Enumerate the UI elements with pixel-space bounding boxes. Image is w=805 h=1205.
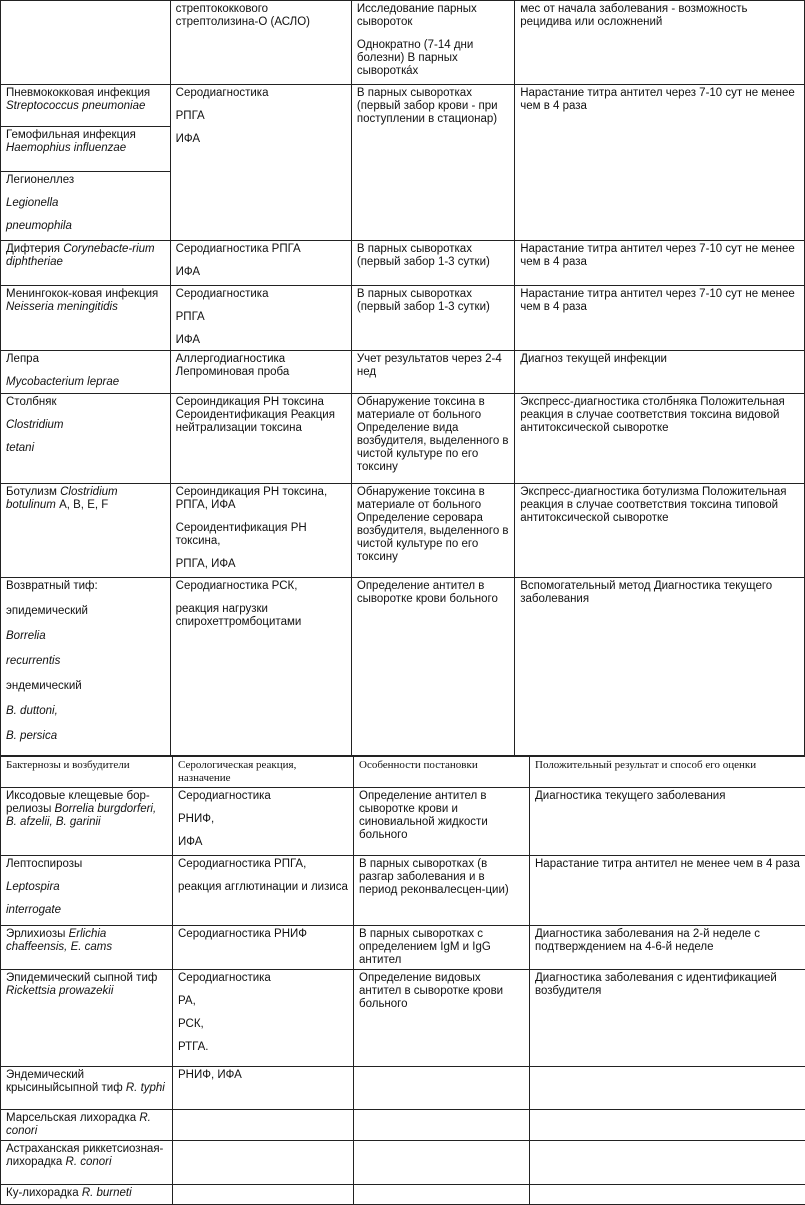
cell-method xyxy=(351,286,514,351)
cell-result xyxy=(530,1141,805,1185)
disease-name: Эрлихиозы xyxy=(6,928,69,940)
cell-text: Определение антител в сыворотке крови и синовиальной жидкости больного xyxy=(359,790,524,842)
cell-reaction xyxy=(170,578,351,756)
pathogen-name: R. typhi xyxy=(126,1082,165,1094)
cell-method xyxy=(354,1185,530,1205)
cell-result xyxy=(515,85,805,241)
cell-reaction xyxy=(170,394,351,484)
cell-text: Экспресс-диагностика ботулизма Положительная реакция в случае соответствия токсина типовой антитоксической сыворотке xyxy=(520,486,799,525)
cell-text: Серодиагностика xyxy=(176,288,346,301)
cell-text: Серодиагностика РПГА, xyxy=(178,858,348,871)
cell-result xyxy=(530,970,805,1067)
pathogen-name: Rickettsia prowazekii xyxy=(6,985,113,997)
pathogen-name: Corynebacte-rium diphtheriae xyxy=(6,243,155,268)
pathogen-name: R. conori xyxy=(66,1156,112,1168)
cell-text: Аллергодиагностика Лепроминовая проба xyxy=(176,353,346,379)
cell-text: РПГА xyxy=(176,110,346,123)
disease-name: Ботулизм xyxy=(6,486,60,498)
cell-text: Диагностика текущего заболевания xyxy=(535,790,800,803)
cell-result xyxy=(530,926,805,970)
table-row xyxy=(1,351,805,394)
pathogen-name: B. duttoni, xyxy=(6,705,58,717)
cell-disease xyxy=(1,484,171,578)
pathogen-name: Clostridium xyxy=(6,419,64,431)
cell-text: сывороткáх xyxy=(357,65,509,78)
pathogen-name: Legionella xyxy=(6,197,58,209)
cell-method xyxy=(351,394,514,484)
disease-name: Лепра xyxy=(6,353,165,366)
cell-reaction xyxy=(173,1110,354,1141)
pathogen-name: B. persica xyxy=(6,730,57,742)
cell-disease xyxy=(1,578,171,756)
cell-reaction xyxy=(173,926,354,970)
cell-result xyxy=(530,856,805,926)
cell-text: реакция агглютинации и лизиса xyxy=(178,881,348,894)
cell-method xyxy=(351,241,514,286)
pathogen-name: Neisseria meningitidis xyxy=(6,301,118,313)
table-row xyxy=(1,578,805,756)
table-row xyxy=(1,1110,805,1141)
cell-text: Диагноз текущей инфекции xyxy=(520,353,799,366)
header-result: Положительный результат и способ его оценки xyxy=(530,757,805,788)
cell-text: Нарастание титра антител не менее чем в 4 раза xyxy=(535,858,800,871)
disease-name: Гемофильная инфекция xyxy=(6,129,136,141)
table-row xyxy=(1,241,805,286)
cell-method xyxy=(354,926,530,970)
header-pathogens: Бактернозы и возбудители xyxy=(1,757,173,788)
cell-text: Серодиагностика РПГА xyxy=(176,243,346,256)
cell-text: В парных сыворотках (в разгар заболевания и в период реконвалесцен-ции) xyxy=(359,858,524,897)
cell-method xyxy=(354,970,530,1067)
cell-method xyxy=(351,85,514,241)
table-row xyxy=(1,1141,805,1185)
cell-result xyxy=(515,351,805,394)
header-reaction: Серологическая реакция, назначение xyxy=(173,757,354,788)
cell-text: стрептолизина-О (АСЛО) xyxy=(176,16,346,29)
pathogen-name: recurrentis xyxy=(6,655,60,667)
cell-result xyxy=(515,286,805,351)
cell-text: Диагностика заболевания с идентификацией возбудителя xyxy=(535,972,800,998)
disease-name: Пневмококковая инфекция xyxy=(6,87,150,99)
cell-disease xyxy=(1,1110,173,1141)
disease-name: Эндемический крысиныйсыпной тиф xyxy=(6,1069,126,1094)
disease-name: Ку-лихорадка xyxy=(6,1187,82,1199)
cell-disease xyxy=(1,286,171,351)
cell-text: Определение видовых антител в сыворотке крови больного xyxy=(359,972,524,1011)
cell-text: Сероиндикация РН токсина, РПГА, ИФА xyxy=(176,486,346,512)
cell-reaction xyxy=(170,1,351,85)
table-row xyxy=(1,856,805,926)
cell-text: мес от начала заболевания - возможность xyxy=(520,3,799,16)
disease-name: Возвратный тиф: xyxy=(6,580,165,593)
cell-text: ИФА xyxy=(176,133,346,146)
cell-disease xyxy=(1,127,171,172)
cell-text: Сероиндикация РН токсина Сероидентификация Реакция нейтрализации токсина xyxy=(176,396,346,435)
cell-text: ИФА xyxy=(176,266,346,279)
cell-disease xyxy=(1,1185,173,1205)
pathogen-name: Leptospira xyxy=(6,881,60,893)
cell-text: Серодиагностика xyxy=(178,972,348,985)
cell-disease xyxy=(1,1,171,85)
cell-text: Обнаружение токсина в материале от больного Определение серовара возбудителя, выделенного в чистой культуре по его токсину xyxy=(357,486,509,564)
cell-text: Обнаружение токсина в материале от больного Определение вида возбудителя, выделенного в чистой культуре по его токсину xyxy=(357,396,509,474)
cell-reaction xyxy=(170,351,351,394)
table-row xyxy=(1,1185,805,1205)
cell-method xyxy=(354,1067,530,1110)
table-row xyxy=(1,970,805,1067)
cell-disease xyxy=(1,172,171,241)
pathogen-name: Erlichia chaffeensis, E. cams xyxy=(6,928,112,953)
pathogen-name: R. conori xyxy=(6,1112,151,1137)
cell-reaction xyxy=(173,1185,354,1205)
cell-disease xyxy=(1,241,171,286)
disease-name: Столбняк xyxy=(6,396,165,409)
disease-name: Марсельская лихорадка xyxy=(6,1112,139,1124)
cell-text: В парных сыворотках с определением IgM и IgG антител xyxy=(359,928,524,967)
pathogen-name: interrogate xyxy=(6,904,61,916)
table-row xyxy=(1,286,805,351)
pathogen-name: Mycobacterium leprae xyxy=(6,376,119,388)
cell-disease xyxy=(1,394,171,484)
cell-reaction xyxy=(170,484,351,578)
cell-text: Исследование парных xyxy=(357,3,509,16)
cell-text: Нарастание титра антител через 7-10 сут не менее чем в 4 раза xyxy=(520,243,799,269)
serovar-list: А, В, Е, F xyxy=(56,499,108,511)
pathogen-name: R. burneti xyxy=(82,1187,132,1199)
cell-text: Серодиагностика РНИФ xyxy=(178,928,348,941)
cell-disease xyxy=(1,85,171,127)
disease-name: Эпидемический сыпной тиф xyxy=(6,972,157,984)
cell-method xyxy=(351,1,514,85)
cell-text: РПГА, ИФА xyxy=(176,558,346,571)
cell-text: стрептококкового xyxy=(176,3,346,16)
table-row xyxy=(1,1067,805,1110)
cell-result xyxy=(515,484,805,578)
cell-reaction xyxy=(173,970,354,1067)
disease-name: Дифтерия xyxy=(6,243,63,255)
cell-text: Определение антител в сыворотке крови больного xyxy=(357,580,509,606)
pathogen-name: Streptococcus pneumoniae xyxy=(6,100,145,112)
cell-text: РСК, xyxy=(178,1018,348,1031)
cell-text: В парных сыворотках (первый забор крови - при поступлении в стационар) xyxy=(357,87,509,126)
cell-text: Сероидентификация РН токсина, xyxy=(176,522,346,548)
pathogen-name: Borrelia burgdorferi, B. afzelii, B. garinii xyxy=(6,803,156,828)
cell-reaction xyxy=(170,286,351,351)
disease-name: Лептоспирозы xyxy=(6,858,167,871)
pathogen-name: pneumophila xyxy=(6,220,72,232)
cell-disease xyxy=(1,970,173,1067)
cell-result xyxy=(530,788,805,856)
cell-reaction xyxy=(173,788,354,856)
cell-method xyxy=(351,351,514,394)
cell-disease xyxy=(1,788,173,856)
cell-reaction xyxy=(170,241,351,286)
cell-text: эпидемический xyxy=(6,605,165,618)
table-row xyxy=(1,1,805,85)
disease-name: Астраханская риккетсиозная-лихорадка xyxy=(6,1143,163,1168)
disease-name: Иксодовые клещевые бор-релиозы xyxy=(6,790,150,815)
pathogen-name: tetani xyxy=(6,442,34,454)
disease-name: Легионеллез xyxy=(6,174,165,187)
cell-text: сывороток xyxy=(357,16,509,29)
cell-text: Серодиагностика xyxy=(176,87,346,100)
table-row xyxy=(1,926,805,970)
cell-result xyxy=(515,394,805,484)
table-row xyxy=(1,788,805,856)
cell-result xyxy=(515,578,805,756)
cell-reaction xyxy=(173,1067,354,1110)
cell-result xyxy=(530,1110,805,1141)
cell-result xyxy=(530,1185,805,1205)
cell-method xyxy=(354,788,530,856)
header-method: Особенности постановки xyxy=(354,757,530,788)
cell-text: РНИФ, xyxy=(178,813,348,826)
pathogen-name: Borrelia xyxy=(6,630,46,642)
cell-text: РТГА. xyxy=(178,1041,348,1054)
cell-disease xyxy=(1,856,173,926)
cell-text: Нарастание титра антител через 7-10 сут не менее чем в 4 раза xyxy=(520,288,799,314)
cell-text: Экспресс-диагностика столбняка Положительная реакция в случае соответствия токсина видовой антитоксической сыворотке xyxy=(520,396,799,435)
cell-text: РПГА xyxy=(176,311,346,324)
cell-text: болезни) В парных xyxy=(357,52,509,65)
cell-text: ИФА xyxy=(176,334,346,347)
cell-text: РА, xyxy=(178,995,348,1008)
cell-text: В парных сыворотках (первый забор 1-3 сутки) xyxy=(357,243,509,269)
disease-name: Менингокок-ковая инфекция xyxy=(6,288,158,300)
cell-text: Диагностика заболевания на 2-й неделе с подтверждением на 4-6-й неделе xyxy=(535,928,800,954)
cell-method xyxy=(351,484,514,578)
cell-text: рецидива или осложнений xyxy=(520,16,799,29)
cell-text: В парных сыворотках (первый забор 1-3 сутки) xyxy=(357,288,509,314)
cell-text: Серодиагностика РСК, xyxy=(176,580,346,593)
cell-result xyxy=(515,241,805,286)
pathogen-name: Clostridium botulinum xyxy=(6,486,118,511)
cell-reaction xyxy=(170,85,351,241)
cell-reaction xyxy=(173,856,354,926)
cell-disease xyxy=(1,351,171,394)
cell-method xyxy=(354,1110,530,1141)
table-row xyxy=(1,85,805,127)
cell-method xyxy=(354,856,530,926)
cell-disease xyxy=(1,1141,173,1185)
cell-reaction xyxy=(173,1141,354,1185)
cell-disease xyxy=(1,1067,173,1110)
table-header-row xyxy=(1,757,805,788)
cell-text: Серодиагностика xyxy=(178,790,348,803)
cell-text: ИФА xyxy=(178,836,348,849)
cell-disease xyxy=(1,926,173,970)
cell-result xyxy=(530,1067,805,1110)
cell-method xyxy=(351,578,514,756)
cell-text: Нарастание титра антител через 7-10 сут не менее чем в 4 раза xyxy=(520,87,799,113)
table-row xyxy=(1,484,805,578)
cell-text: РНИФ, ИФА xyxy=(178,1069,348,1082)
diagnostics-table-bottom xyxy=(0,756,805,1205)
cell-text: эндемический xyxy=(6,680,165,693)
pathogen-name: Haemophius influenzae xyxy=(6,142,126,154)
cell-result xyxy=(515,1,805,85)
cell-text: Учет результатов через 2-4 нед xyxy=(357,353,509,379)
cell-text: Однократно (7-14 дни xyxy=(357,39,509,52)
cell-text: Вспомогательный метод Диагностика текущего заболевания xyxy=(520,580,799,606)
cell-method xyxy=(354,1141,530,1185)
cell-text: реакция нагрузки спирохеттромбоцитами xyxy=(176,603,346,629)
table-row xyxy=(1,394,805,484)
